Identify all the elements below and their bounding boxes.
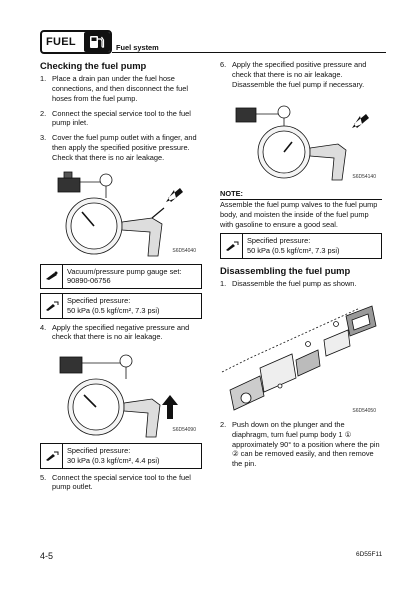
exploded-pump-illustration [220,294,382,420]
spec-label: Specified pressure: [67,296,131,306]
wrench-icon [221,234,243,258]
step-d2 [220,420,382,469]
step-number: 1. [220,279,227,289]
figure-code: S6D54040 [172,247,196,254]
step-text: Connect the special service tool to the fuel pump outlet. [52,472,191,492]
tool-part-number: 90890-06756 [67,276,111,286]
chapter-label: FUEL [46,35,76,48]
pump-gauge-illustration [220,94,382,186]
step-d1 [220,279,382,289]
section-title-checking: Checking the fuel pump [40,60,147,71]
step-number: 2. [220,420,227,430]
step-text: Disassemble the fuel pump as shown. [232,279,357,289]
spec-value: 30 kPa (0.3 kgf/cm², 4.4 psi) [67,455,160,465]
tool-box [40,264,202,290]
section-title-disassembling: Disassembling the fuel pump [220,264,351,276]
tool-label: Vacuum/pressure pump gauge set: [67,266,182,276]
step-number: 4. [40,322,47,332]
spec-value: 50 kPa (0.5 kgf/cm², 7.3 psi) [67,305,160,315]
figure-code: S6D54140 [352,174,376,181]
chapter-tab [40,30,112,54]
document-code: 6D55F11 [356,551,383,558]
section-label: Fuel system [116,43,159,52]
note-title: NOTE: [220,189,382,200]
figure-negative-pressure [40,347,202,439]
step-number: 5. [40,472,47,482]
step-5 [40,473,202,493]
figure-positive-pressure-2 [220,94,382,186]
step-3 [40,133,202,162]
note-text: Assemble the fuel pump valves to the fuel pump body, and moisten the inside of the fuel pump with gasoline to ensure a good seal. [220,200,378,229]
spec-label: Specified pressure: [67,446,131,456]
step-2 [40,109,202,129]
figure-code: S6D54090 [172,427,196,434]
step-number: 6. [220,60,227,69]
page-header [40,30,386,54]
step-1 [40,74,202,103]
right-column [220,60,382,474]
figure-exploded-view [220,294,382,420]
figure-code: S6D54050 [352,408,376,415]
step-number: 3. [40,133,47,143]
figure-positive-pressure [40,168,202,260]
wrench-icon [41,444,63,468]
step-text: Place a drain pan under the fuel hose connections, and then disconnect the fuel hoses from the fuel pump. [52,74,189,103]
step-number: 1. [40,74,47,84]
spec-value: 50 kPa (0.5 kgf/cm², 7.3 psi) [247,246,340,256]
page-number: 4-5 [40,551,54,561]
step-text: Apply the specified negative pressure and check that there is no air leakage. [52,322,190,342]
pump-gauge-illustration [40,347,202,439]
spec-box [40,293,202,319]
wrench-icon [41,294,63,318]
step-4 [40,323,202,343]
step-text: Push down on the plunger and the diaphragm, turn fuel pump body 1 ① approximately 90° to a position where the pin ② can be removed easily, and then remove the pin. [232,420,380,469]
step-text: Connect the special service tool to the fuel pump inlet. [52,108,191,128]
spec-box [40,443,202,469]
left-column [40,60,202,497]
spec-box [220,233,382,259]
step-text: Cover the fuel pump outlet with a finger, and then apply the specified positive pressure. Check that there is no air leakage. [52,133,197,162]
pump-gauge-illustration [40,168,202,260]
header-rule [112,52,386,53]
step-number: 2. [40,108,47,118]
step-6 [220,60,382,89]
fuel-pump-icon [84,32,110,52]
step-text: Apply the specified positive pressure and check that there is no air leakage. Disassemble the fuel pump if necessary. [232,60,367,89]
special-tool-icon [41,265,63,289]
spec-label: Specified pressure: [247,236,311,246]
